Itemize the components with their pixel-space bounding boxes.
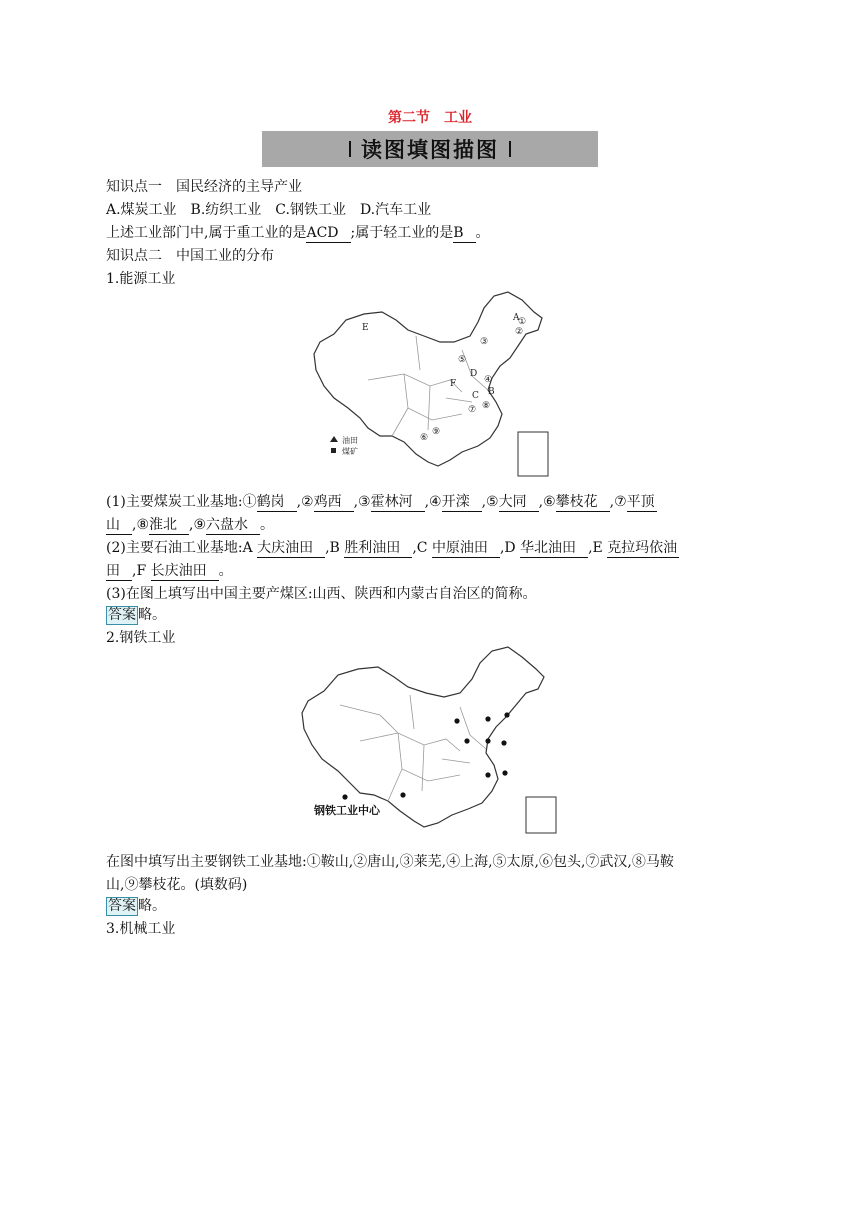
oil-question-line1: (2)主要石油工业基地:A 大庆油田 ,B 胜利油田 ,C 中原油田 ,D 华北油田 ,E 克拉玛依油 bbox=[106, 540, 678, 556]
steel-center-dot bbox=[400, 792, 405, 797]
oil-question-line2: 田 ,F 长庆油田 。 bbox=[106, 563, 233, 579]
oil-answer-a: 大庆油田 bbox=[257, 540, 325, 558]
oil-answer-d: 华北油田 bbox=[520, 540, 588, 558]
map-num-3: ③ bbox=[480, 337, 489, 347]
light-answer: B bbox=[453, 225, 475, 243]
k1-heading: 知识点一 国民经济的主导产业 bbox=[106, 179, 302, 195]
steel-map bbox=[300, 645, 562, 835]
china-outline bbox=[302, 647, 544, 827]
coal-answer-1: 鹤岗 bbox=[257, 494, 297, 512]
oil-answer-e1: 克拉玛依油 bbox=[607, 540, 678, 556]
steel-center-dot bbox=[464, 738, 469, 743]
coal-region-question: (3)在图上填写出中国主要产煤区:山西、陕西和内蒙古自治区的简称。 bbox=[106, 586, 537, 602]
legend-oil-icon bbox=[330, 436, 338, 442]
map-num-9: ⑨ bbox=[432, 427, 441, 437]
banner-text: 读图填图描图 bbox=[361, 138, 499, 162]
province-lines bbox=[340, 695, 486, 801]
map-letter-c: C bbox=[472, 391, 479, 401]
coal-answer-2: 鸡西 bbox=[314, 494, 354, 512]
coal-answer-9: 六盘水 bbox=[206, 517, 260, 535]
map-letter-d: D bbox=[470, 369, 478, 379]
energy-map bbox=[312, 290, 558, 480]
answer-row-1 bbox=[106, 604, 166, 625]
coal-answer-7a: 平顶 bbox=[626, 494, 655, 510]
map-letter-f: F bbox=[450, 379, 457, 389]
answer-text-1: 略。 bbox=[138, 607, 166, 623]
answer-label-1: 答案 bbox=[108, 607, 136, 623]
heavy-answer: ACD bbox=[306, 225, 350, 243]
steel-center-dot bbox=[485, 738, 490, 743]
legend-coal-label: 煤矿 bbox=[342, 447, 358, 456]
map-num-8: ⑧ bbox=[482, 401, 491, 411]
oil-answer-c: 中原油田 bbox=[432, 540, 500, 558]
steel-center-dot bbox=[501, 740, 506, 745]
answer-label-2: 答案 bbox=[108, 898, 136, 914]
steel-center-dot bbox=[485, 716, 490, 721]
coal-answer-7b: 山 bbox=[106, 517, 132, 535]
map-num-1: ① bbox=[518, 317, 527, 327]
answer-row-2 bbox=[106, 895, 166, 916]
section-banner bbox=[262, 131, 598, 167]
steel-question-line1: 在图中填写出主要钢铁工业基地:①鞍山,②唐山,③莱芜,④上海,⑤太原,⑥包头,⑦武汉,⑧马鞍 bbox=[106, 854, 674, 870]
coal-question-line1: (1)主要煤炭工业基地:①鹤岗 ,②鸡西 ,③霍林河 ,④开滦 ,⑤大同 ,⑥攀枝花 ,⑦平顶 bbox=[106, 494, 655, 510]
legend-oil-label: 油田 bbox=[342, 436, 358, 445]
steel-center-dot bbox=[502, 770, 507, 775]
s1-heading: 1.能源工业 bbox=[106, 271, 176, 287]
coal-answer-8: 淮北 bbox=[149, 517, 189, 535]
k1-question: 上述工业部门中,属于重工业的是ACD ;属于轻工业的是B 。 bbox=[106, 225, 490, 241]
map-letter-a: A bbox=[513, 313, 520, 323]
steel-center-dot bbox=[454, 718, 459, 723]
banner-left-bar bbox=[349, 141, 351, 157]
province-lines bbox=[368, 336, 491, 436]
south-sea-inset bbox=[518, 432, 548, 476]
oil-answer-f: 长庆油田 bbox=[151, 563, 219, 581]
legend-coal-icon bbox=[331, 448, 336, 453]
oil-answer-b: 胜利油田 bbox=[344, 540, 412, 558]
s3-heading: 3.机械工业 bbox=[106, 921, 176, 937]
legend-steel-label: 钢铁工业中心 bbox=[314, 804, 380, 817]
map-num-5: ⑤ bbox=[458, 355, 467, 365]
coal-answer-6: 攀枝花 bbox=[556, 494, 610, 512]
k1-options: A.煤炭工业 B.纺织工业 C.钢铁工业 D.汽车工业 bbox=[106, 202, 432, 218]
map-num-4: ④ bbox=[484, 375, 493, 385]
coal-answer-4: 开滦 bbox=[442, 494, 482, 512]
coal-answer-5: 大同 bbox=[499, 494, 539, 512]
map-num-6: ⑥ bbox=[420, 433, 429, 443]
steel-center-dot bbox=[485, 772, 490, 777]
map-num-2: ② bbox=[515, 327, 524, 337]
map-letter-b: B bbox=[488, 387, 495, 397]
map-letter-e: E bbox=[362, 323, 369, 333]
map-num-7: ⑦ bbox=[468, 405, 477, 415]
south-sea-inset bbox=[526, 797, 556, 833]
section-title: 第二节 工业 bbox=[388, 110, 472, 126]
legend-dot-icon bbox=[342, 794, 347, 799]
steel-center-dot bbox=[504, 712, 509, 717]
oil-answer-e2: 田 bbox=[106, 563, 132, 581]
s2-heading: 2.钢铁工业 bbox=[106, 630, 176, 646]
coal-question-line2: 山 ,⑧淮北 ,⑨六盘水 。 bbox=[106, 517, 275, 533]
coal-answer-3: 霍林河 bbox=[371, 494, 425, 512]
answer-text-2: 略。 bbox=[138, 898, 166, 914]
banner-right-bar bbox=[509, 141, 511, 157]
steel-question-line2: 山,⑨攀枝花。(填数码) bbox=[106, 877, 248, 893]
k2-heading: 知识点二 中国工业的分布 bbox=[106, 248, 274, 264]
